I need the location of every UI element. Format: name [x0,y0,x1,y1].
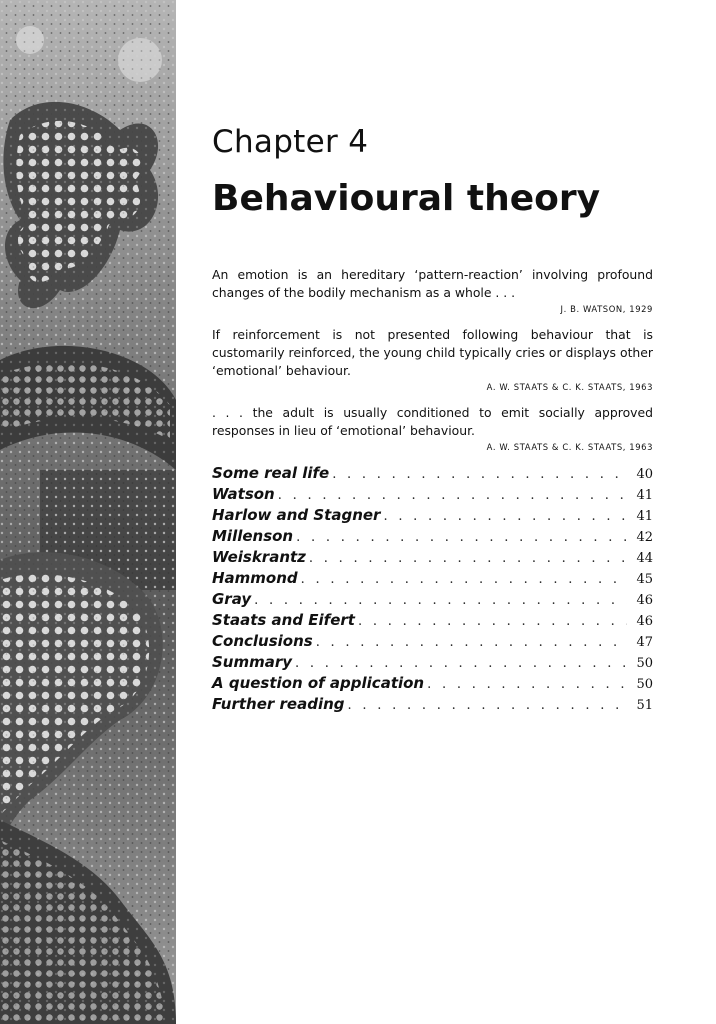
toc-entry[interactable] [212,653,653,674]
toc-leader [295,656,627,671]
toc-leader [296,530,627,545]
toc-page-number: 46 [636,593,653,608]
toc-entry[interactable] [212,695,653,716]
toc-entry-title: Further reading [212,695,345,713]
toc-leader [316,635,627,650]
toc-entry[interactable] [212,590,653,611]
toc-page-number: 51 [636,698,653,713]
toc-page-number: 47 [636,635,653,650]
chapter-contents [212,464,653,716]
toc-page-number: 41 [636,509,653,524]
chapter-number: Chapter 4 [212,124,369,160]
epigraph-quote [212,326,653,392]
toc-entry[interactable] [212,548,653,569]
toc-entry[interactable] [212,611,653,632]
toc-leader [278,488,627,503]
toc-entry[interactable] [212,506,653,527]
toc-entry[interactable] [212,674,653,695]
toc-leader [254,593,627,608]
quote-text: If reinforcement is not presented following behaviour that is customarily reinforced, the young child typically cries or displays other ‘emotional’ behaviour. [212,327,653,378]
toc-page-number: 50 [636,656,653,671]
quote-attribution: J. B. WATSON, 1929 [560,304,653,314]
toc-entry-title: Hammond [212,569,298,587]
toc-leader [383,509,627,524]
toc-page-number: 41 [636,488,653,503]
decorative-side-artwork [0,0,176,1024]
toc-entry-title: A question of application [212,674,425,692]
toc-page-number: 45 [636,572,653,587]
toc-entry-title: Millenson [212,527,294,545]
toc-entry-title: Watson [212,485,275,503]
toc-entry[interactable] [212,632,653,653]
toc-entry-title: Conclusions [212,632,313,650]
toc-entry-title: Summary [212,653,293,671]
toc-entry-title: Gray [212,590,252,608]
toc-page-number: 50 [636,677,653,692]
toc-entry-title: Weiskrantz [212,548,306,566]
toc-entry-title: Staats and Eifert [212,611,355,629]
toc-page-number: 44 [636,551,653,566]
toc-leader [301,572,627,587]
toc-leader [332,467,627,482]
toc-entry[interactable] [212,569,653,590]
toc-leader [358,614,627,629]
toc-entry-title: Some real life [212,464,330,482]
epigraph-quote [212,404,653,452]
aboriginal-pattern-image [0,0,176,1024]
quote-text: An emotion is an hereditary ‘pattern-reaction’ involving profound changes of the bodily mechanism as a whole . . . [212,267,653,300]
quote-text: . . . the adult is usually conditioned to emit socially approved responses in lieu of ‘emotional’ behaviour. [212,405,653,438]
toc-leader [427,677,627,692]
toc-page-number: 46 [636,614,653,629]
toc-entry[interactable] [212,527,653,548]
toc-page-number: 40 [636,467,653,482]
toc-entry-title: Harlow and Stagner [212,506,381,524]
quote-attribution: A. W. STAATS & C. K. STAATS, 1963 [486,382,653,392]
toc-leader [309,551,627,566]
chapter-title: Behavioural theory [212,178,601,219]
toc-leader [348,698,627,713]
toc-entry[interactable] [212,485,653,506]
epigraph-quote [212,266,653,314]
quote-attribution: A. W. STAATS & C. K. STAATS, 1963 [486,442,653,452]
toc-entry[interactable] [212,464,653,485]
toc-page-number: 42 [636,530,653,545]
